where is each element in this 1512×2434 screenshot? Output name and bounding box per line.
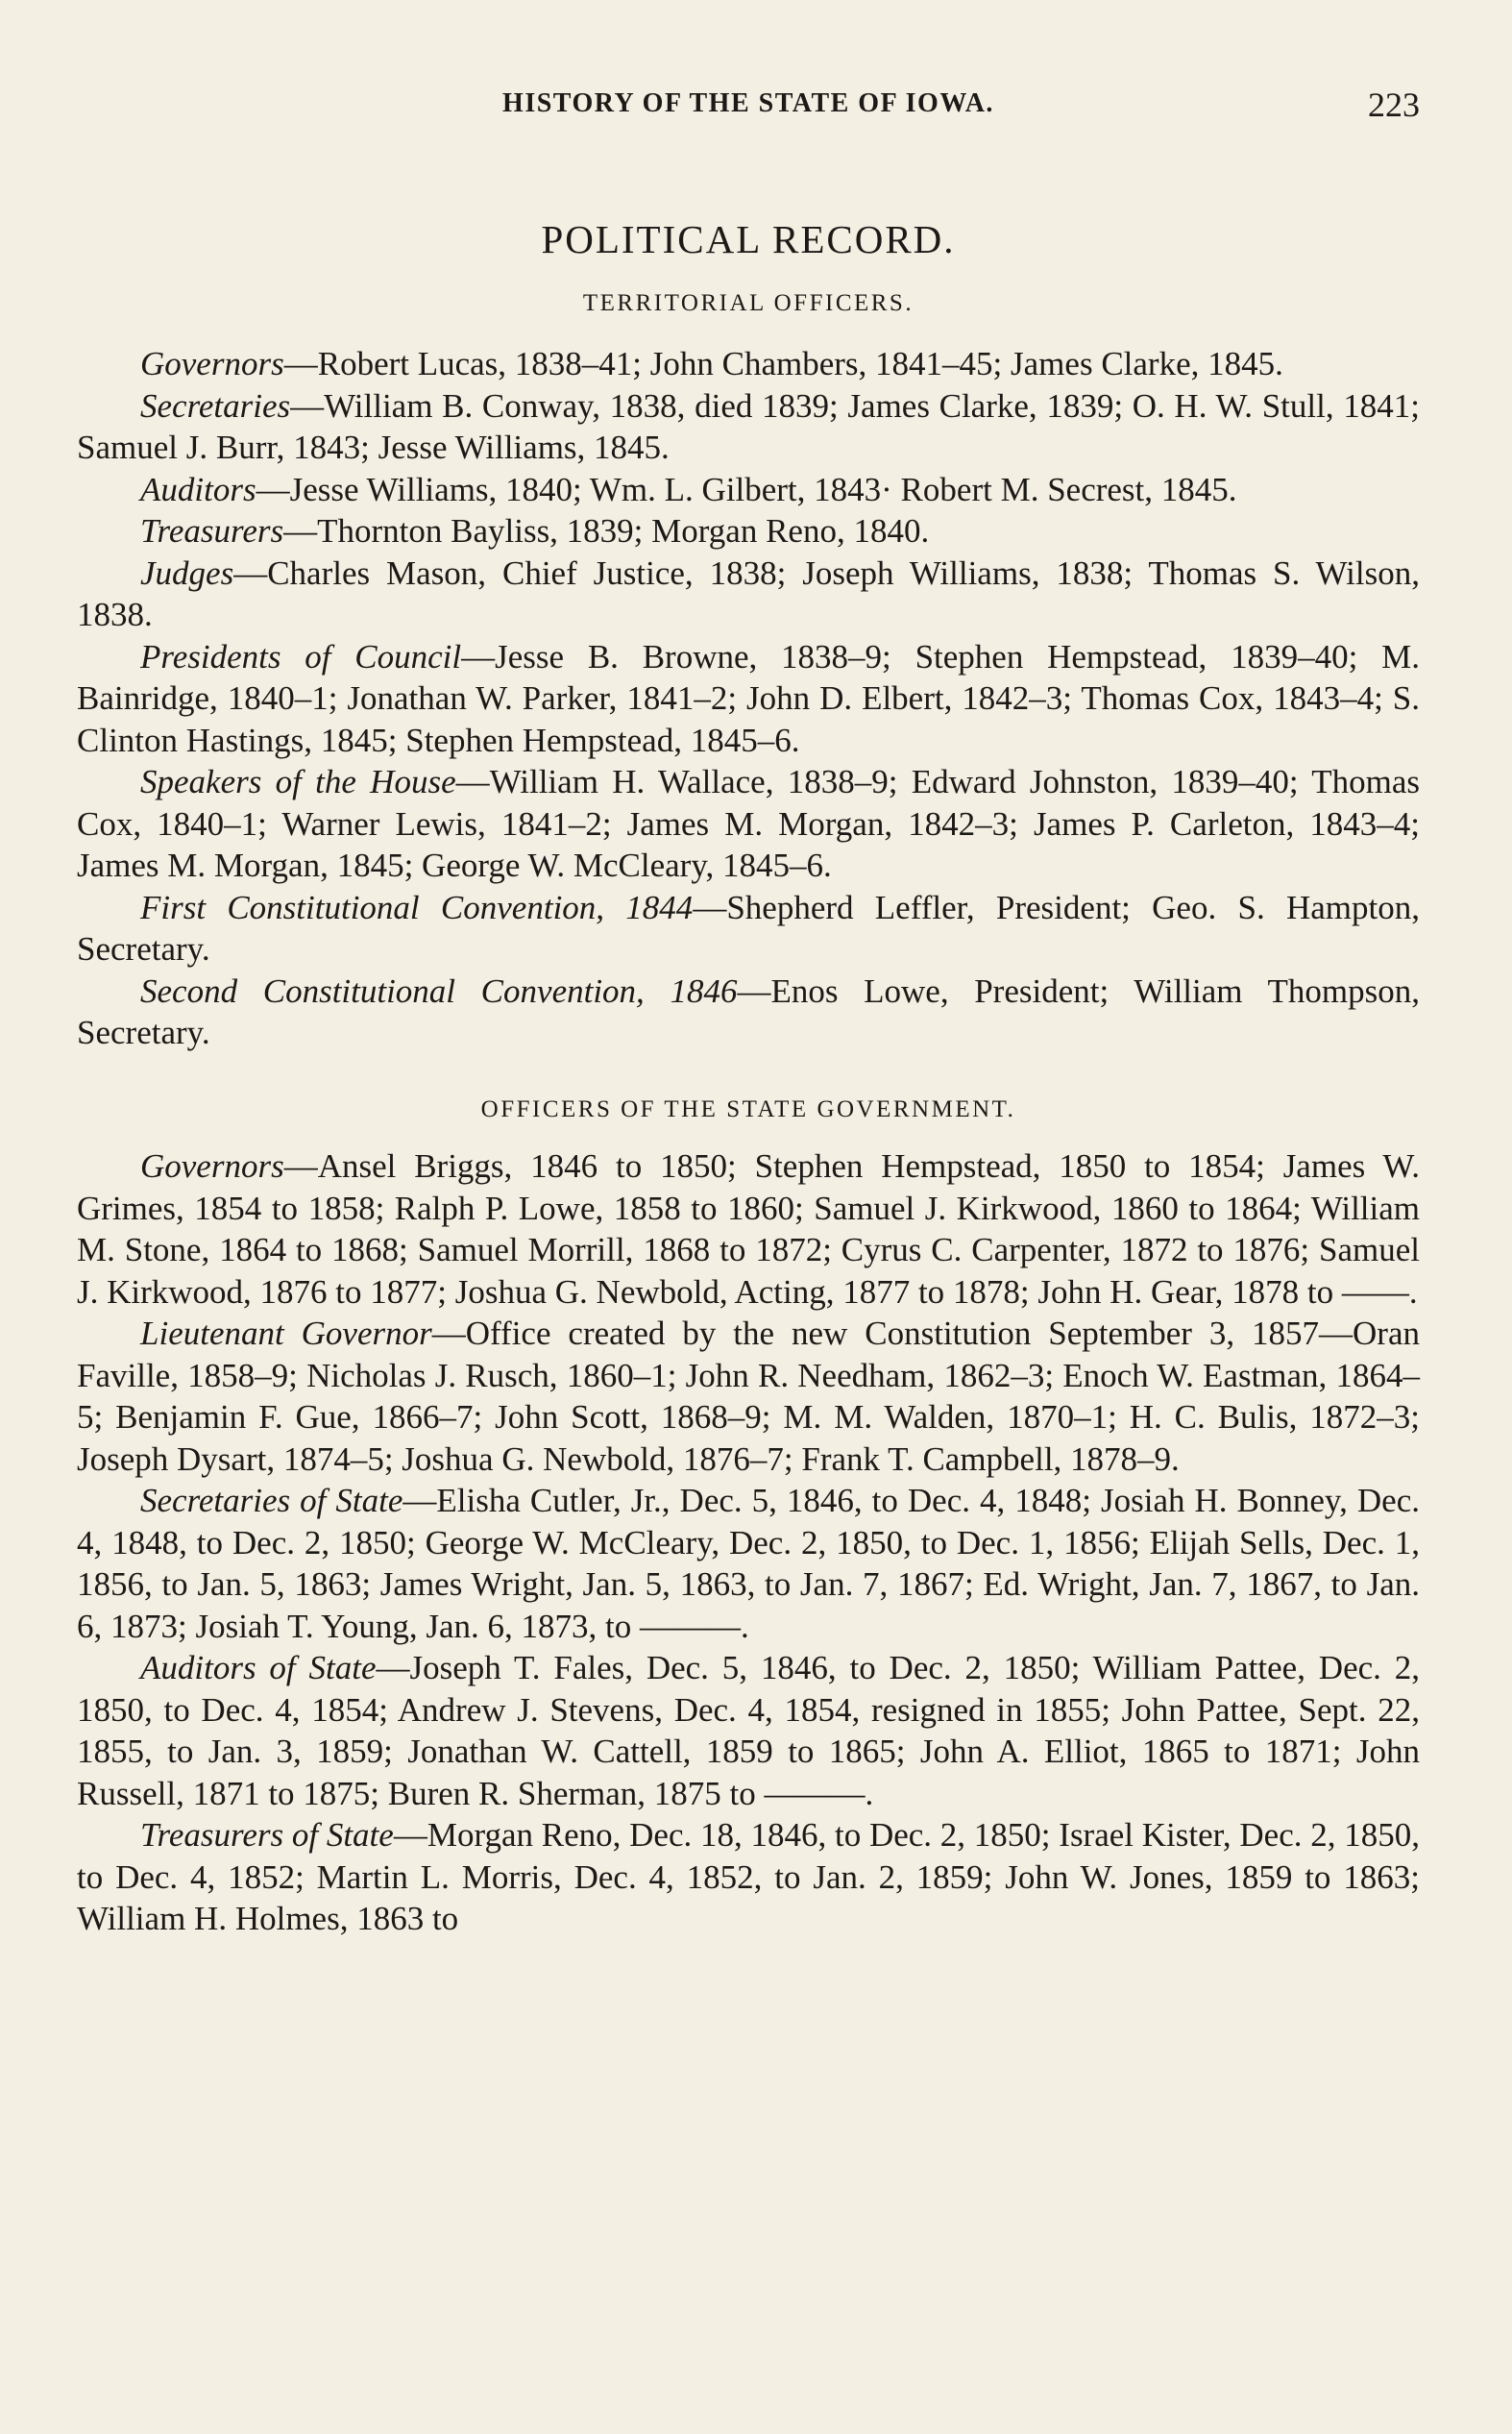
entry-text: —Ansel Briggs, 1846 to 1850; Stephen Hempstead, 1850 to 1854; James W. Grimes, 1854 to 1858; Ralph P. Lowe, 1858 to 1860; Samuel J. Kirkwood, 1860 to 1864; William M. Stone, 1864 to 1868; Samuel Morrill, 1868 to 1872; Cyrus C. Carpenter, 1872 to 1876; Samuel J. Kirkwood, 1876 to 1877; Joshua G. Newbold, Acting, 1877 to 1878; John H. Gear, 1878 to ——. (77, 1147, 1420, 1311)
entry-first-constitutional-convention (77, 887, 1420, 971)
entry-treasurers-of-state (77, 1814, 1420, 1940)
entry-label: Judges (140, 553, 234, 592)
entry-text: —Charles Mason, Chief Justice, 1838; Joseph Williams, 1838; Thomas S. Wilson, 1838. (77, 553, 1420, 633)
entry-text: —Jesse B. Browne, 1838–9; Stephen Hempstead, 1839–40; M. Bainridge, 1840–1; Jonathan W. Parker, 1841–2; John D. Elbert, 1842–3; Thomas Cox, 1843–4; S. Clinton Hastings, 1845; Stephen Hempstead, 1845–6. (77, 637, 1420, 759)
entry-label: First Constitutional Convention, 1844 (140, 888, 694, 926)
entry-label: Auditors of State (140, 1649, 377, 1686)
entry-territorial-secretaries (77, 385, 1420, 469)
running-title: HISTORY OF THE STATE OF IOWA. (502, 88, 994, 118)
entry-speakers-of-the-house (77, 761, 1420, 887)
entry-text: —Morgan Reno, Dec. 18, 1846, to Dec. 2, 1850; Israel Kister, Dec. 2, 1850, to Dec. 4, 1852; Martin L. Morris, Dec. 4, 1852, to Jan. 2, 1859; John W. Jones, 1859 to 1863; William H. Holmes, 1863 to (77, 1816, 1420, 1937)
entry-territorial-judges (77, 553, 1420, 636)
entry-label: Second Constitutional Convention, 1846 (140, 971, 738, 1010)
entry-state-governors (77, 1145, 1420, 1313)
entry-label: Secretaries (140, 386, 291, 425)
entry-territorial-auditors (77, 469, 1420, 511)
entry-territorial-governors (77, 343, 1420, 385)
entry-label: Auditors (140, 470, 256, 508)
entry-secretaries-of-state (77, 1480, 1420, 1647)
entry-second-constitutional-convention (77, 971, 1420, 1054)
entry-text: —Elisha Cutler, Jr., Dec. 5, 1846, to Dec. 4, 1848; Josiah H. Bonney, Dec. 4, 1848, to Dec. 2, 1850; George W. McCleary, Dec. 2, 1850, to Dec. 1, 1856; Elijah Sells, Dec. 1, 1856, to Jan. 5, 1863; James Wright, Jan. 5, 1863, to Jan. 7, 1867; Ed. Wright, Jan. 7, 1867, to Jan. 6, 1873; Josiah T. Young, Jan. 6, 1873, to ———. (77, 1482, 1420, 1645)
page-content (77, 219, 1420, 1940)
entry-label: Lieutenant Governor (140, 1315, 432, 1352)
entry-lieutenant-governor (77, 1313, 1420, 1480)
running-head (77, 88, 1420, 127)
section-title-state-government: OFFICERS OF THE STATE GOVERNMENT. (480, 1095, 1016, 1122)
entry-label: Presidents of Council (140, 637, 462, 676)
section-title-territorial: TERRITORIAL OFFICERS. (582, 289, 915, 316)
entry-label: Governors (140, 345, 284, 382)
page-number: 223 (1368, 86, 1420, 124)
entry-text: —Office created by the new Constitution September 3, 1857—Oran Faville, 1858–9; Nicholas J. Rusch, 1860–1; John R. Needham, 1862–3; Enoch W. Eastman, 1864–5; Benjamin F. Gue, 1866–7; John Scott, 1868–9; M. M. Walden, 1870–1; H. C. Bulis, 1872–3; Joseph Dysart, 1874–5; Joshua G. Newbold, 1876–7; Frank T. Campbell, 1878–9. (77, 1315, 1421, 1478)
entry-label: Speakers of the House (140, 763, 456, 800)
entry-presidents-of-council (77, 636, 1420, 762)
entry-text: —Shepherd Leffler, President; Geo. S. Hampton, Secretary. (77, 888, 1420, 968)
entry-text: —William B. Conway, 1838, died 1839; James Clarke, 1839; O. H. W. Stull, 1841; Samuel J. Burr, 1843; Jesse Williams, 1845. (77, 386, 1420, 466)
entry-label: Treasurers (140, 512, 284, 550)
main-title: POLITICAL RECORD. (541, 217, 956, 261)
entry-label: Secretaries of State (140, 1482, 403, 1519)
entry-text: —William H. Wallace, 1838–9; Edward Johnston, 1839–40; Thomas Cox, 1840–1; Warner Lewis, 1841–2; James M. Morgan, 1842–3; James P. Carleton, 1843–4; James M. Morgan, 1845; George W. McCleary, 1845–6. (77, 763, 1421, 884)
entry-text: —Enos Lowe, President; William Thompson, Secretary. (77, 971, 1421, 1051)
entry-label: Governors (140, 1147, 284, 1185)
entry-auditors-of-state (77, 1647, 1420, 1814)
entry-text: —Jesse Williams, 1840; Wm. L. Gilbert, 1843· Robert M. Secrest, 1845. (256, 470, 1237, 508)
entry-label: Treasurers of State (140, 1816, 394, 1854)
entry-text: —Robert Lucas, 1838–41; John Chambers, 1841–45; James Clarke, 1845. (283, 345, 1283, 382)
entry-text: —Thornton Bayliss, 1839; Morgan Reno, 1840. (283, 512, 930, 550)
entry-text: —Joseph T. Fales, Dec. 5, 1846, to Dec. 2, 1850; William Pattee, Dec. 2, 1850, to Dec. 4, 1854; Andrew J. Stevens, Dec. 4, 1854, resigned in 1855; John Pattee, Sept. 22, 1855, to Jan. 3, 1859; Jonathan W. Cattell, 1859 to 1865; John A. Elliot, 1865 to 1871; John Russell, 1871 to 1875; Buren R. Sherman, 1875 to ———. (77, 1649, 1420, 1812)
entry-territorial-treasurers (77, 510, 1420, 553)
